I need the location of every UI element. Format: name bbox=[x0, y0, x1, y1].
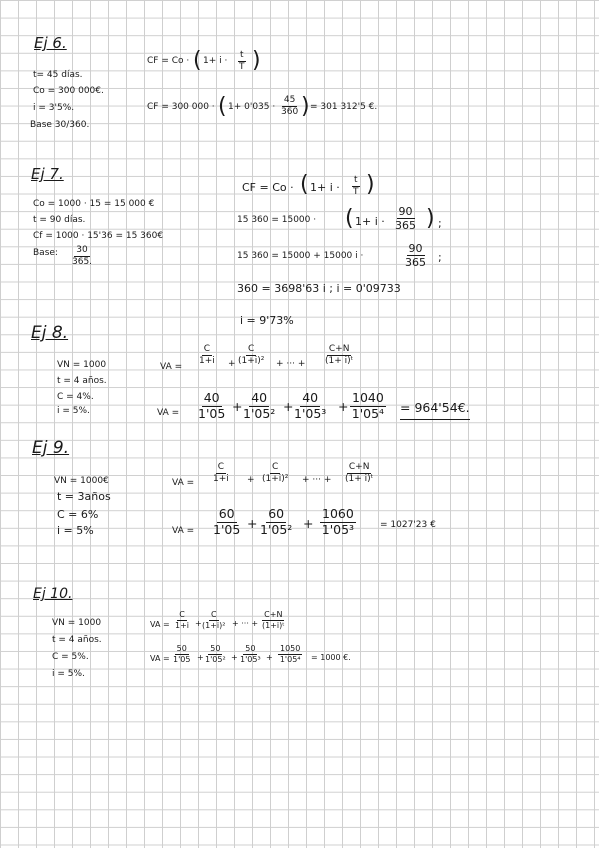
fraction-denominator: 1'05⁴ bbox=[279, 655, 301, 664]
ej8-data-line: C = 4%. bbox=[57, 392, 94, 402]
plus-sign: + bbox=[231, 653, 238, 662]
ej6-data-line: Co = 300 000€. bbox=[33, 86, 104, 96]
close-paren: ) bbox=[252, 48, 261, 73]
fraction-denominator: 1'05² bbox=[243, 405, 276, 421]
ej8-calc-term bbox=[243, 392, 275, 420]
plus-sign: + bbox=[338, 399, 349, 414]
ej9-data-line: VN = 1000€ bbox=[54, 476, 109, 486]
fraction-denominator: 1+i bbox=[199, 356, 215, 366]
ej6-data-line: t= 45 días. bbox=[33, 70, 83, 80]
fraction-numerator: 50 bbox=[176, 644, 187, 653]
ej10-data-line: t = 4 años. bbox=[52, 635, 102, 645]
open-paren: ( bbox=[345, 206, 354, 231]
fraction-denominator: 365 bbox=[405, 256, 426, 269]
ej10-calc-term bbox=[278, 645, 302, 664]
ej6-calc-lhs: CF = 300 000 · bbox=[147, 102, 215, 112]
fraction-denominator: 1'05⁴ bbox=[351, 405, 385, 421]
fraction-denominator: 1'05³ bbox=[240, 655, 261, 664]
ej10-formula-lhs: VA = bbox=[150, 620, 170, 629]
fraction-numerator: C+N bbox=[328, 344, 350, 354]
fraction-numerator: C bbox=[217, 462, 225, 472]
plus-sign: + bbox=[247, 475, 255, 485]
ej8-formula-term bbox=[199, 345, 215, 366]
fraction-numerator: t bbox=[240, 50, 244, 60]
fraction-denominator: 1'05³ bbox=[321, 521, 355, 537]
ej8-formula-term bbox=[325, 345, 353, 366]
fraction-numerator: C bbox=[179, 610, 185, 619]
ej8-title: Ej 8. bbox=[31, 323, 69, 343]
plus-sign: + bbox=[303, 516, 314, 531]
plus-sign: + bbox=[232, 399, 243, 414]
close-paren: ) bbox=[301, 94, 310, 119]
fraction-numerator: 50 bbox=[245, 644, 256, 653]
ej8-data-line: i = 5%. bbox=[57, 406, 90, 416]
fraction-denominator: (1+i)ᵗ bbox=[262, 621, 285, 630]
fraction-numerator: C bbox=[248, 344, 255, 354]
ej7-step2-lhs: 15 360 = 15000 + 15000 i · bbox=[237, 251, 364, 261]
ej7-data-line: t = 90 días. bbox=[33, 215, 86, 225]
ej7-step1-end: ; bbox=[438, 217, 442, 230]
ej10-data-line: VN = 1000 bbox=[52, 618, 102, 628]
ej10-data-line: C = 5%. bbox=[52, 652, 89, 662]
ej6-formula-fraction bbox=[238, 51, 246, 72]
ej8-data-line: t = 4 años. bbox=[57, 376, 107, 386]
plus-sign: + bbox=[266, 653, 273, 662]
fraction-denominator: (1+ i)ᵗ bbox=[325, 356, 354, 366]
fraction-numerator: C bbox=[210, 610, 217, 619]
fraction-numerator: 1060 bbox=[322, 506, 354, 521]
ej10-calc-term bbox=[205, 645, 226, 664]
close-paren: ) bbox=[426, 206, 435, 231]
fraction-numerator: 45 bbox=[283, 95, 296, 105]
fraction-numerator: 60 bbox=[268, 506, 285, 521]
ej6-formula-inner: 1+ i · bbox=[203, 56, 228, 66]
open-paren: ( bbox=[300, 172, 309, 197]
ej7-title: Ej 7. bbox=[31, 165, 64, 183]
ej8-calc-lhs: VA = bbox=[157, 408, 180, 418]
fraction-denominator: 1'05² bbox=[205, 655, 226, 664]
ej8-data-line: VN = 1000 bbox=[57, 360, 107, 370]
fraction-denominator: 1'05 bbox=[198, 405, 226, 421]
ej10-calc-result: = 1000 €. bbox=[311, 653, 351, 662]
ej9-formula-lhs: VA = bbox=[172, 478, 195, 488]
fraction-denominator: T bbox=[239, 62, 245, 72]
ej9-calc-term bbox=[213, 508, 240, 536]
ej8-formula-term bbox=[238, 345, 264, 366]
ej6-title: Ej 6. bbox=[34, 34, 67, 52]
plus-sign: + bbox=[197, 653, 204, 662]
fraction-numerator: 30 bbox=[76, 245, 88, 255]
ej7-step1-lhs: 15 360 = 15000 · bbox=[237, 215, 317, 225]
ej9-formula-term bbox=[262, 463, 288, 484]
open-paren: ( bbox=[193, 48, 202, 73]
ej9-formula-term bbox=[345, 463, 373, 484]
ej10-title: Ej 10. bbox=[33, 586, 73, 602]
fraction-denominator: 1'05³ bbox=[294, 405, 327, 421]
fraction-numerator: C bbox=[272, 462, 279, 472]
fraction-denominator: (1+ i)ᵗ bbox=[345, 474, 374, 484]
open-paren: ( bbox=[218, 94, 227, 119]
ej10-calc-term bbox=[173, 645, 190, 664]
ej8-calc-result: = 964'54€. bbox=[400, 402, 470, 420]
fraction-numerator: 90 bbox=[408, 242, 423, 255]
ej8-formula-dots: + ··· + bbox=[276, 359, 306, 369]
fraction-denominator: (1+i)² bbox=[262, 474, 289, 484]
fraction-numerator: C+N bbox=[348, 462, 370, 472]
ej7-step3: 360 = 3698'63 i ; i = 0'09733 bbox=[237, 282, 401, 295]
plus-sign: + bbox=[247, 516, 258, 531]
ej9-formula-dots: + ··· + bbox=[302, 475, 332, 485]
fraction-numerator: 1050 bbox=[280, 644, 301, 653]
fraction-denominator: 1+i bbox=[213, 474, 229, 484]
fraction-denominator: 365 bbox=[395, 219, 416, 232]
ej6-formula-lhs: CF = Co · bbox=[147, 56, 190, 66]
fraction-denominator: 1+i bbox=[175, 621, 190, 630]
ej9-calc-result: = 1027'23 € bbox=[380, 520, 436, 530]
ej7-formula-fraction bbox=[352, 176, 360, 197]
ej7-data-line: Co = 1000 · 15 = 15 000 € bbox=[33, 199, 155, 209]
ej7-formula-lhs: CF = Co · bbox=[242, 181, 294, 194]
ej9-calc-term bbox=[260, 508, 292, 536]
ej10-calc-lhs: VA = bbox=[150, 654, 170, 663]
ej7-data-line: Cf = 1000 · 15'36 = 15 360€ bbox=[33, 231, 164, 241]
ej10-formula-term bbox=[202, 611, 225, 630]
ej10-formula-term bbox=[175, 611, 189, 630]
ej9-data-line: i = 5% bbox=[57, 524, 94, 537]
close-paren: ) bbox=[366, 172, 375, 197]
ej8-calc-term bbox=[198, 392, 225, 420]
fraction-denominator: 1'05² bbox=[260, 521, 293, 537]
ej8-calc-term bbox=[350, 392, 386, 420]
fraction-denominator: (1+i)² bbox=[202, 621, 226, 630]
fraction-denominator: (1+i)² bbox=[238, 356, 265, 366]
fraction-denominator: T bbox=[353, 187, 359, 197]
ej6-calc-result: = 301 312'5 €. bbox=[310, 102, 378, 112]
ej8-formula-lhs: VA = bbox=[160, 362, 183, 372]
ej9-formula-term bbox=[213, 463, 229, 484]
ej10-formula-term bbox=[262, 611, 285, 630]
ej10-calc-term bbox=[240, 645, 261, 664]
fraction-numerator: 40 bbox=[203, 390, 220, 405]
ej6-calc-fraction bbox=[281, 96, 298, 117]
fraction-numerator: C bbox=[203, 344, 211, 354]
ej8-calc-term bbox=[294, 392, 326, 420]
ej7-data-line: Base: bbox=[33, 248, 58, 258]
fraction-numerator: 40 bbox=[251, 390, 268, 405]
fraction-denominator: 365. bbox=[72, 257, 93, 267]
fraction-numerator: t bbox=[354, 175, 358, 185]
fraction-numerator: C+N bbox=[264, 610, 283, 619]
fraction-denominator: 1'05 bbox=[213, 521, 241, 537]
fraction-numerator: 90 bbox=[398, 205, 413, 218]
ej7-formula-inner: 1+ i · bbox=[310, 181, 340, 194]
fraction-numerator: 1040 bbox=[352, 390, 384, 405]
ej7-step2-fraction bbox=[405, 243, 426, 268]
ej9-data-line: t = 3años bbox=[57, 490, 111, 503]
ej7-step1-inner: 1+ i · bbox=[355, 215, 385, 228]
fraction-denominator: 1'05 bbox=[173, 655, 191, 664]
ej7-base-fraction bbox=[72, 246, 92, 267]
plus-sign: + bbox=[195, 619, 202, 628]
ej10-formula-dots: + ··· + bbox=[232, 619, 259, 628]
ej6-data-line: i = 3'5%. bbox=[33, 103, 75, 113]
ej9-data-line: C = 6% bbox=[57, 508, 99, 521]
ej9-title: Ej 9. bbox=[32, 438, 70, 458]
ej9-calc-term bbox=[320, 508, 356, 536]
fraction-numerator: 60 bbox=[218, 506, 235, 521]
fraction-numerator: 40 bbox=[302, 390, 319, 405]
ej10-data-line: i = 5%. bbox=[52, 669, 85, 679]
ej7-step1-fraction bbox=[395, 206, 416, 231]
plus-sign: + bbox=[228, 359, 236, 369]
fraction-numerator: 50 bbox=[210, 644, 221, 653]
ej7-step2-end: ; bbox=[438, 251, 442, 264]
ej9-calc-lhs: VA = bbox=[172, 526, 195, 536]
fraction-denominator: 360 bbox=[281, 107, 299, 117]
ej6-calc-inner: 1+ 0'035 · bbox=[228, 102, 276, 112]
ej6-data-line: Base 30/360. bbox=[30, 120, 90, 130]
plus-sign: + bbox=[283, 399, 294, 414]
ej7-step4: i = 9'73% bbox=[240, 314, 294, 327]
